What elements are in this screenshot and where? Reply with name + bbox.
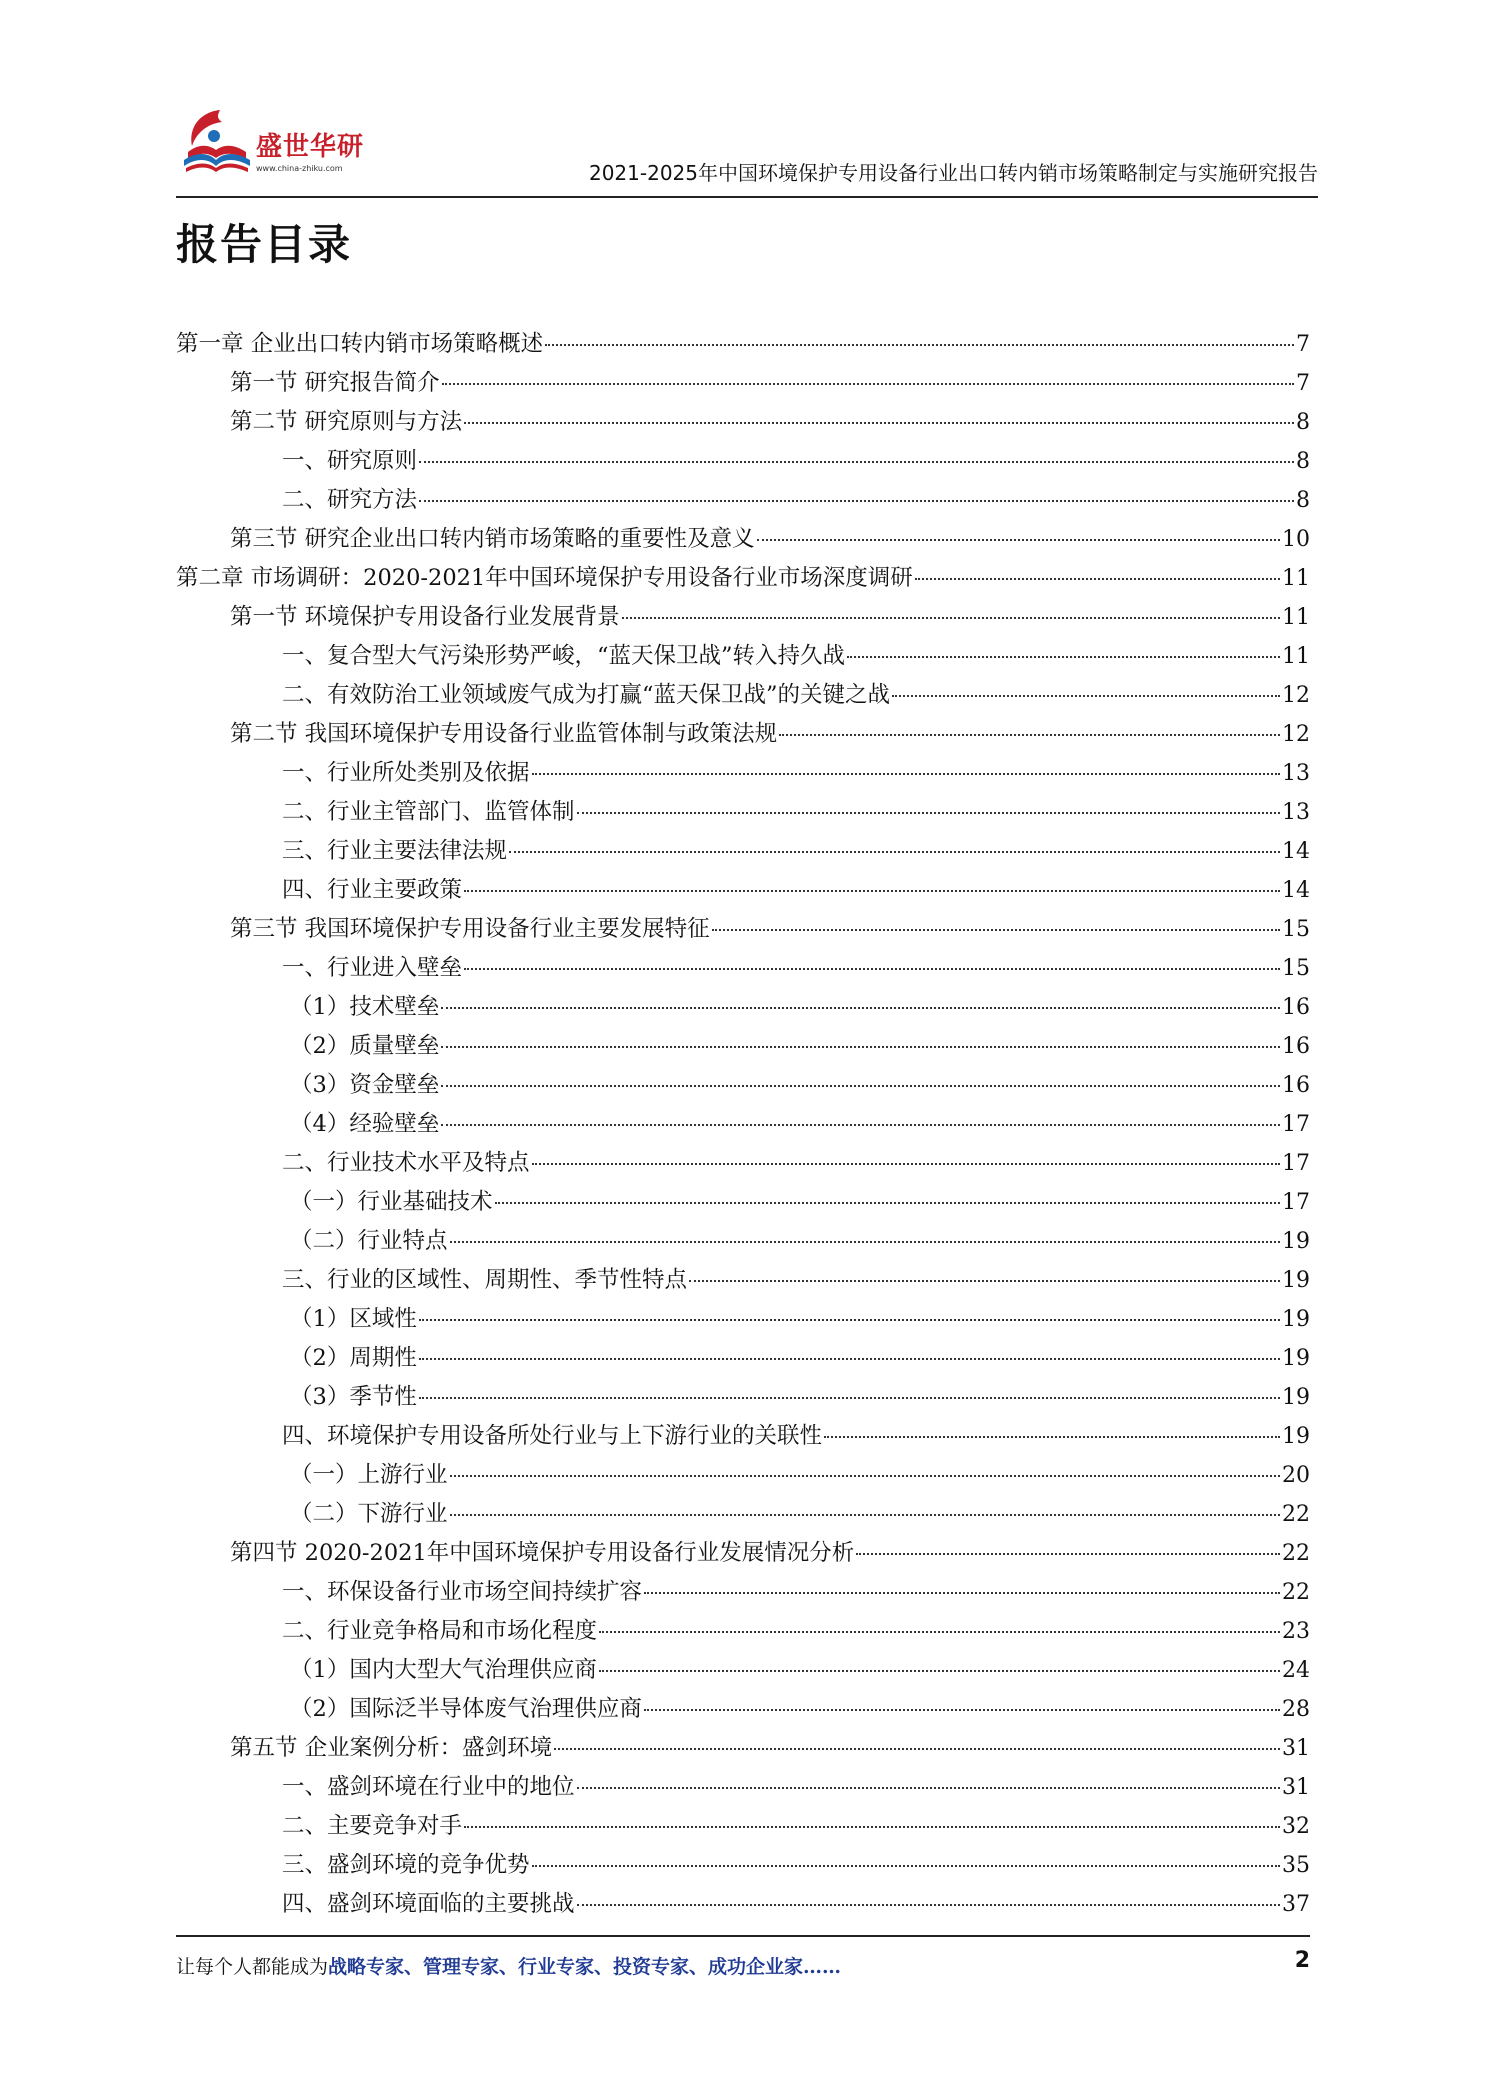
toc-dot-leader (689, 1280, 1280, 1282)
toc-entry-title: （1）国内大型大气治理供应商 (290, 1657, 597, 1683)
toc-dot-leader (847, 656, 1280, 658)
toc-entry[interactable] (176, 1573, 1310, 1612)
toc-entry[interactable] (176, 637, 1310, 676)
toc-entry-title: 第二节 研究原则与方法 (230, 409, 463, 435)
toc-dot-leader (577, 812, 1280, 814)
toc-entry-page: 35 (1282, 1853, 1310, 1878)
table-of-contents (176, 325, 1310, 1924)
toc-dot-leader (450, 1475, 1280, 1477)
header-divider (176, 196, 1318, 198)
toc-entry-title: 二、行业主管部门、监管体制 (282, 799, 575, 825)
toc-entry-page: 19 (1282, 1424, 1310, 1449)
toc-entry[interactable] (176, 559, 1310, 598)
toc-entry-title: 四、行业主要政策 (282, 877, 463, 903)
toc-entry-title: （3）资金壁垒 (290, 1072, 440, 1098)
toc-entry-title: 一、行业进入壁垒 (282, 955, 463, 981)
toc-entry-page: 8 (1296, 410, 1310, 435)
toc-dot-leader (892, 695, 1280, 697)
toc-entry-title: （3）季节性 (290, 1384, 417, 1410)
toc-entry[interactable] (176, 1807, 1310, 1846)
toc-entry[interactable] (176, 1690, 1310, 1729)
toc-entry[interactable] (176, 1144, 1310, 1183)
toc-dot-leader (509, 851, 1280, 853)
toc-entry-page: 14 (1282, 878, 1310, 903)
footer-divider (176, 1935, 1310, 1937)
toc-dot-leader (577, 1787, 1280, 1789)
toc-dot-leader (419, 1358, 1280, 1360)
toc-entry[interactable] (176, 676, 1310, 715)
toc-entry[interactable] (176, 754, 1310, 793)
toc-dot-leader (577, 1904, 1280, 1906)
toc-dot-leader (419, 1319, 1280, 1321)
toc-dot-leader (554, 1748, 1280, 1750)
toc-dot-leader (622, 617, 1280, 619)
toc-dot-leader (915, 578, 1280, 580)
toc-entry[interactable] (176, 598, 1310, 637)
toc-entry[interactable] (176, 871, 1310, 910)
toc-entry-title: （2）质量壁垒 (290, 1033, 440, 1059)
toc-entry-title: 三、行业主要法律法规 (282, 838, 508, 864)
toc-entry-title: 第四节 2020-2021年中国环境保护专用设备行业发展情况分析 (230, 1540, 855, 1566)
toc-entry-page: 7 (1296, 371, 1310, 396)
toc-entry[interactable] (176, 988, 1310, 1027)
toc-entry-page: 16 (1282, 1073, 1310, 1098)
toc-entry-page: 8 (1296, 449, 1310, 474)
toc-entry-page: 37 (1282, 1892, 1310, 1917)
toc-entry-page: 23 (1282, 1619, 1310, 1644)
toc-entry[interactable] (176, 1846, 1310, 1885)
toc-entry[interactable] (176, 1456, 1310, 1495)
toc-entry-title: 二、主要竞争对手 (282, 1813, 463, 1839)
toc-entry[interactable] (176, 1612, 1310, 1651)
toc-entry-page: 8 (1296, 488, 1310, 513)
toc-dot-leader (464, 890, 1280, 892)
toc-entry-page: 31 (1282, 1736, 1310, 1761)
toc-dot-leader (464, 422, 1294, 424)
toc-entry-page: 19 (1282, 1229, 1310, 1254)
toc-entry[interactable] (176, 1651, 1310, 1690)
toc-entry[interactable] (176, 1066, 1310, 1105)
toc-entry-title: 第一章 企业出口转内销市场策略概述 (176, 331, 544, 357)
toc-entry-page: 19 (1282, 1346, 1310, 1371)
toc-entry-title: （二）下游行业 (290, 1501, 448, 1527)
toc-entry-page: 14 (1282, 839, 1310, 864)
toc-entry-page: 19 (1282, 1385, 1310, 1410)
toc-entry[interactable] (176, 1222, 1310, 1261)
toc-dot-leader (757, 539, 1280, 541)
toc-entry-page: 28 (1282, 1697, 1310, 1722)
toc-entry-page: 19 (1282, 1268, 1310, 1293)
toc-entry-page: 31 (1282, 1775, 1310, 1800)
toc-entry[interactable] (176, 1027, 1310, 1066)
toc-entry-page: 24 (1282, 1658, 1310, 1683)
toc-entry-page: 17 (1282, 1151, 1310, 1176)
toc-entry[interactable] (176, 1339, 1310, 1378)
toc-entry[interactable] (176, 1534, 1310, 1573)
toc-entry-title: 三、盛剑环境的竞争优势 (282, 1852, 530, 1878)
toc-entry-page: 11 (1282, 644, 1310, 669)
toc-entry-page: 12 (1282, 683, 1310, 708)
toc-entry-title: （2）国际泛半导体废气治理供应商 (290, 1696, 642, 1722)
toc-dot-leader (441, 1124, 1280, 1126)
toc-entry-page: 19 (1282, 1307, 1310, 1332)
toc-entry[interactable] (176, 403, 1310, 442)
toc-entry-title: 二、行业竞争格局和市场化程度 (282, 1618, 598, 1644)
toc-entry-title: （2）周期性 (290, 1345, 417, 1371)
toc-dot-leader (599, 1631, 1280, 1633)
toc-entry-page: 11 (1282, 566, 1310, 591)
toc-dot-leader (442, 383, 1294, 385)
page-title: 报告目录 (176, 220, 353, 269)
toc-entry[interactable] (176, 1729, 1310, 1768)
toc-entry-title: （1）技术壁垒 (290, 994, 440, 1020)
toc-entry-title: 四、环境保护专用设备所处行业与上下游行业的关联性 (282, 1423, 823, 1449)
toc-dot-leader (464, 968, 1280, 970)
toc-dot-leader (712, 929, 1280, 931)
toc-entry-page: 7 (1296, 332, 1310, 357)
toc-dot-leader (450, 1514, 1280, 1516)
toc-entry-page: 32 (1282, 1814, 1310, 1839)
toc-dot-leader (419, 1397, 1280, 1399)
toc-entry[interactable] (176, 1495, 1310, 1534)
toc-entry-page: 20 (1282, 1463, 1310, 1488)
toc-entry-title: （二）行业特点 (290, 1228, 448, 1254)
toc-entry-page: 16 (1282, 1034, 1310, 1059)
toc-dot-leader (532, 1163, 1280, 1165)
toc-entry-title: 一、盛剑环境在行业中的地位 (282, 1774, 575, 1800)
toc-dot-leader (464, 1826, 1280, 1828)
toc-entry[interactable] (176, 832, 1310, 871)
toc-entry[interactable] (176, 1885, 1310, 1924)
toc-entry-page: 13 (1282, 761, 1310, 786)
toc-entry-page: 15 (1282, 917, 1310, 942)
toc-entry[interactable] (176, 520, 1310, 559)
toc-entry[interactable] (176, 325, 1310, 364)
toc-entry[interactable] (176, 1261, 1310, 1300)
toc-entry[interactable] (176, 910, 1310, 949)
toc-entry[interactable] (176, 1417, 1310, 1456)
toc-entry-title: 一、复合型大气污染形势严峻，“蓝天保卫战”转入持久战 (282, 643, 846, 669)
toc-entry[interactable] (176, 442, 1310, 481)
toc-dot-leader (644, 1592, 1280, 1594)
toc-dot-leader (644, 1709, 1280, 1711)
toc-dot-leader (441, 1046, 1280, 1048)
footer-slogan (176, 1952, 841, 1979)
toc-entry[interactable] (176, 715, 1310, 754)
toc-entry-title: 第二节 我国环境保护专用设备行业监管体制与政策法规 (230, 721, 778, 747)
logo-name: 盛世华研 (256, 132, 365, 162)
toc-entry[interactable] (176, 793, 1310, 832)
toc-dot-leader (419, 500, 1294, 502)
slogan-prefix: 让每个人都能成为 (176, 1956, 329, 1978)
toc-entry-title: 一、研究原则 (282, 448, 418, 474)
toc-entry-title: （一）上游行业 (290, 1462, 448, 1488)
page-header (176, 100, 1318, 196)
toc-dot-leader (545, 344, 1294, 346)
toc-dot-leader (824, 1436, 1280, 1438)
toc-entry-page: 11 (1282, 605, 1310, 630)
company-logo (176, 100, 376, 190)
page-number: 2 (1294, 1948, 1310, 1973)
toc-entry-page: 15 (1282, 956, 1310, 981)
toc-entry-title: 四、盛剑环境面临的主要挑战 (282, 1891, 575, 1917)
toc-entry-title: （1）区域性 (290, 1306, 417, 1332)
toc-dot-leader (450, 1241, 1280, 1243)
toc-entry-page: 22 (1282, 1502, 1310, 1527)
toc-entry-title: 二、研究方法 (282, 487, 418, 513)
toc-dot-leader (441, 1007, 1280, 1009)
toc-entry-title: 三、行业的区域性、周期性、季节性特点 (282, 1267, 688, 1293)
slogan-highlight: 战略专家、管理专家、行业专家、投资专家、成功企业家…… (328, 1956, 842, 1978)
toc-entry-title: 第一节 环境保护专用设备行业发展背景 (230, 604, 620, 630)
toc-entry[interactable] (176, 1378, 1310, 1417)
toc-entry-page: 16 (1282, 995, 1310, 1020)
report-title: 2021-2025年中国环境保护专用设备行业出口转内销市场策略制定与实施研究报告 (588, 161, 1318, 185)
toc-dot-leader (419, 461, 1294, 463)
logo-book-icon (176, 104, 258, 184)
toc-dot-leader (599, 1670, 1280, 1672)
toc-entry-title: 二、行业技术水平及特点 (282, 1150, 530, 1176)
toc-entry-title: 第五节 企业案例分析：盛剑环境 (230, 1735, 553, 1761)
toc-entry[interactable] (176, 364, 1310, 403)
toc-entry-title: （一）行业基础技术 (290, 1189, 493, 1215)
toc-dot-leader (779, 734, 1280, 736)
toc-entry[interactable] (176, 1300, 1310, 1339)
toc-entry-title: 第三节 研究企业出口转内销市场策略的重要性及意义 (230, 526, 755, 552)
toc-dot-leader (441, 1085, 1280, 1087)
toc-dot-leader (856, 1553, 1280, 1555)
toc-entry-page: 13 (1282, 800, 1310, 825)
toc-entry-title: 一、环保设备行业市场空间持续扩容 (282, 1579, 643, 1605)
toc-entry-page: 17 (1282, 1190, 1310, 1215)
toc-entry-page: 12 (1282, 722, 1310, 747)
toc-dot-leader (532, 1865, 1280, 1867)
toc-entry[interactable] (176, 949, 1310, 988)
toc-entry-page: 10 (1282, 527, 1310, 552)
logo-url: www.china-zhiku.com (256, 164, 343, 173)
toc-entry[interactable] (176, 1768, 1310, 1807)
toc-dot-leader (532, 773, 1280, 775)
toc-entry-title: 第一节 研究报告简介 (230, 370, 440, 396)
toc-entry-title: 一、行业所处类别及依据 (282, 760, 530, 786)
toc-entry-title: （4）经验壁垒 (290, 1111, 440, 1137)
toc-entry-title: 第三节 我国环境保护专用设备行业主要发展特征 (230, 916, 710, 942)
toc-entry-page: 22 (1282, 1580, 1310, 1605)
toc-entry[interactable] (176, 1105, 1310, 1144)
toc-dot-leader (495, 1202, 1280, 1204)
toc-entry-title: 二、有效防治工业领域废气成为打赢“蓝天保卫战”的关键之战 (282, 682, 891, 708)
toc-entry[interactable] (176, 1183, 1310, 1222)
toc-entry-page: 22 (1282, 1541, 1310, 1566)
toc-entry-page: 17 (1282, 1112, 1310, 1137)
toc-entry-title: 第二章 市场调研：2020-2021年中国环境保护专用设备行业市场深度调研 (176, 565, 913, 591)
toc-entry[interactable] (176, 481, 1310, 520)
